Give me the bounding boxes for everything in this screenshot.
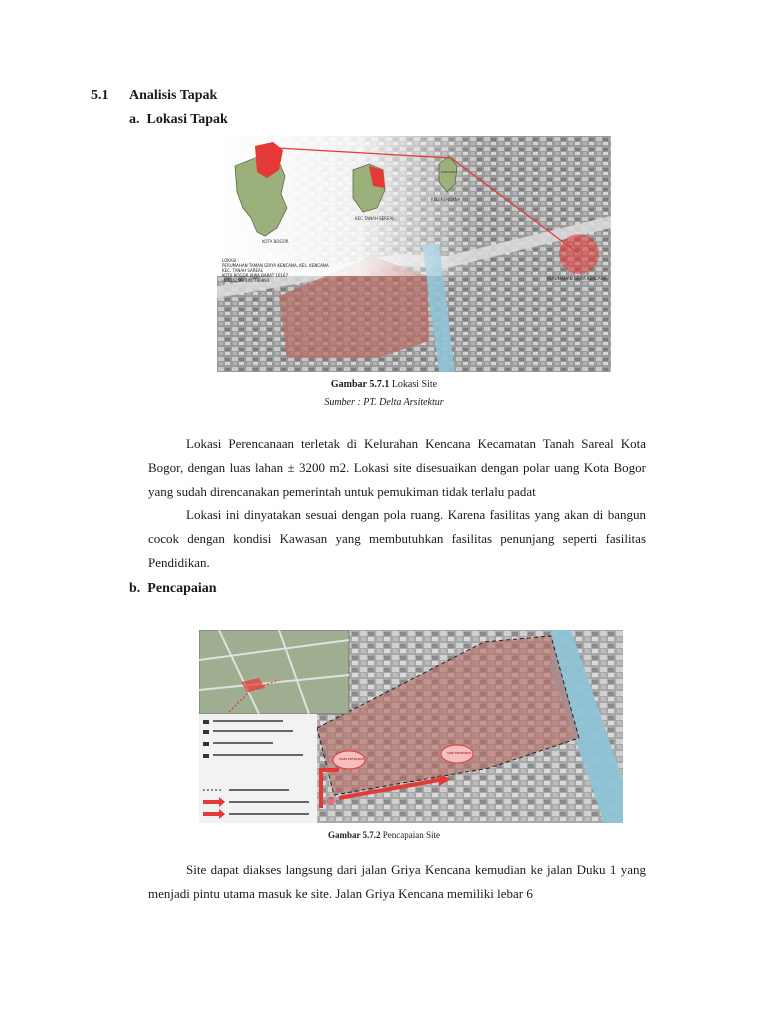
figure2-caption-text: Pencapaian Site [380,830,441,840]
section-title: Analisis Tapak [129,88,218,103]
figure-site-access [199,630,623,823]
figure1-caption-label: Gambar 5.7.1 [330,379,390,390]
subsection-b-title: Pencapaian [147,581,217,596]
figure2-caption-label: Gambar 5.7.2 [327,830,381,840]
subsection-b-heading [129,581,217,597]
paragraph-2-text: Lokasi ini dinyatakan sesuai dengan pola ruang. Karena fasilitas yang akan di bangun cocok dengan kondisi Kawasan yang membutuhkan fasilitas penunjang seperti fasilitas Pendidikan. [148,507,646,570]
lokasi-title: LOKASI : [222,258,239,263]
section-number: 5.1 [91,88,109,103]
subsection-b-label: b. [129,581,141,596]
figure-site-location [217,136,611,372]
figure1-source: Sumber : PT. Delta Arsitektur [324,397,444,408]
lokasi-info-block [222,258,329,283]
subsection-a-title: Lokasi Tapak [146,112,228,127]
lokasi-line4: -6.516256, 106.789893 [222,278,270,283]
paragraph-2 [148,503,646,575]
label-kota-bogor: KOTA BOGOR [262,239,289,244]
subsection-a-heading [129,112,228,128]
paragraph-3 [148,858,646,906]
lokasi-line1: PERUMAHAN TAMAN GRIYA KENCANA, KEL. KENCANA [222,263,329,268]
lokasi-line3: KOTA BOGOR JAWA BARAT 16167 [222,273,289,278]
paragraph-1 [148,432,646,504]
paragraph-1-text: Lokasi Perencanaan terletak di Kelurahan Kencana Kecamatan Tanah Sareal Kota Bogor, dengan luas lahan ± 3200 m2. Lokasi site disesuaikan dengan polar uang Kota Bogor yang sudah direncanakan pemerintah untuk pemukiman tidak terlalu padat [148,436,646,499]
site-highlight-circle [559,234,599,274]
figure2-caption [0,830,768,840]
lokasi-line2: KEC. TANAH SAREAL [222,268,263,273]
figure1-caption [0,379,768,390]
entrance-dot [327,797,335,805]
paragraph-3-text: Site dapat diakses langsung dari jalan Griya Kencana kemudian ke jalan Duku 1 yang menjadi pintu utama masuk ke site. Jalan Griya Kencana memiliki lebar 6 [148,862,646,901]
figure1-caption-text: Lokasi Site [389,379,438,390]
side-entrance-label: SIDE ENTRANCE [447,751,472,755]
label-kencana-small: KENCANA [441,170,456,174]
label-kel-kencana: KEL. KENCANA [431,197,461,202]
main-entrance-label: MAIN ENTRANCE [339,757,364,761]
label-perumahan: PERUMAHAN GRIYA KENCANA [547,276,607,281]
label-kec-tanah-sereal: KEC.TANAH SEREAL [355,216,395,221]
subsection-a-label: a. [129,112,140,127]
